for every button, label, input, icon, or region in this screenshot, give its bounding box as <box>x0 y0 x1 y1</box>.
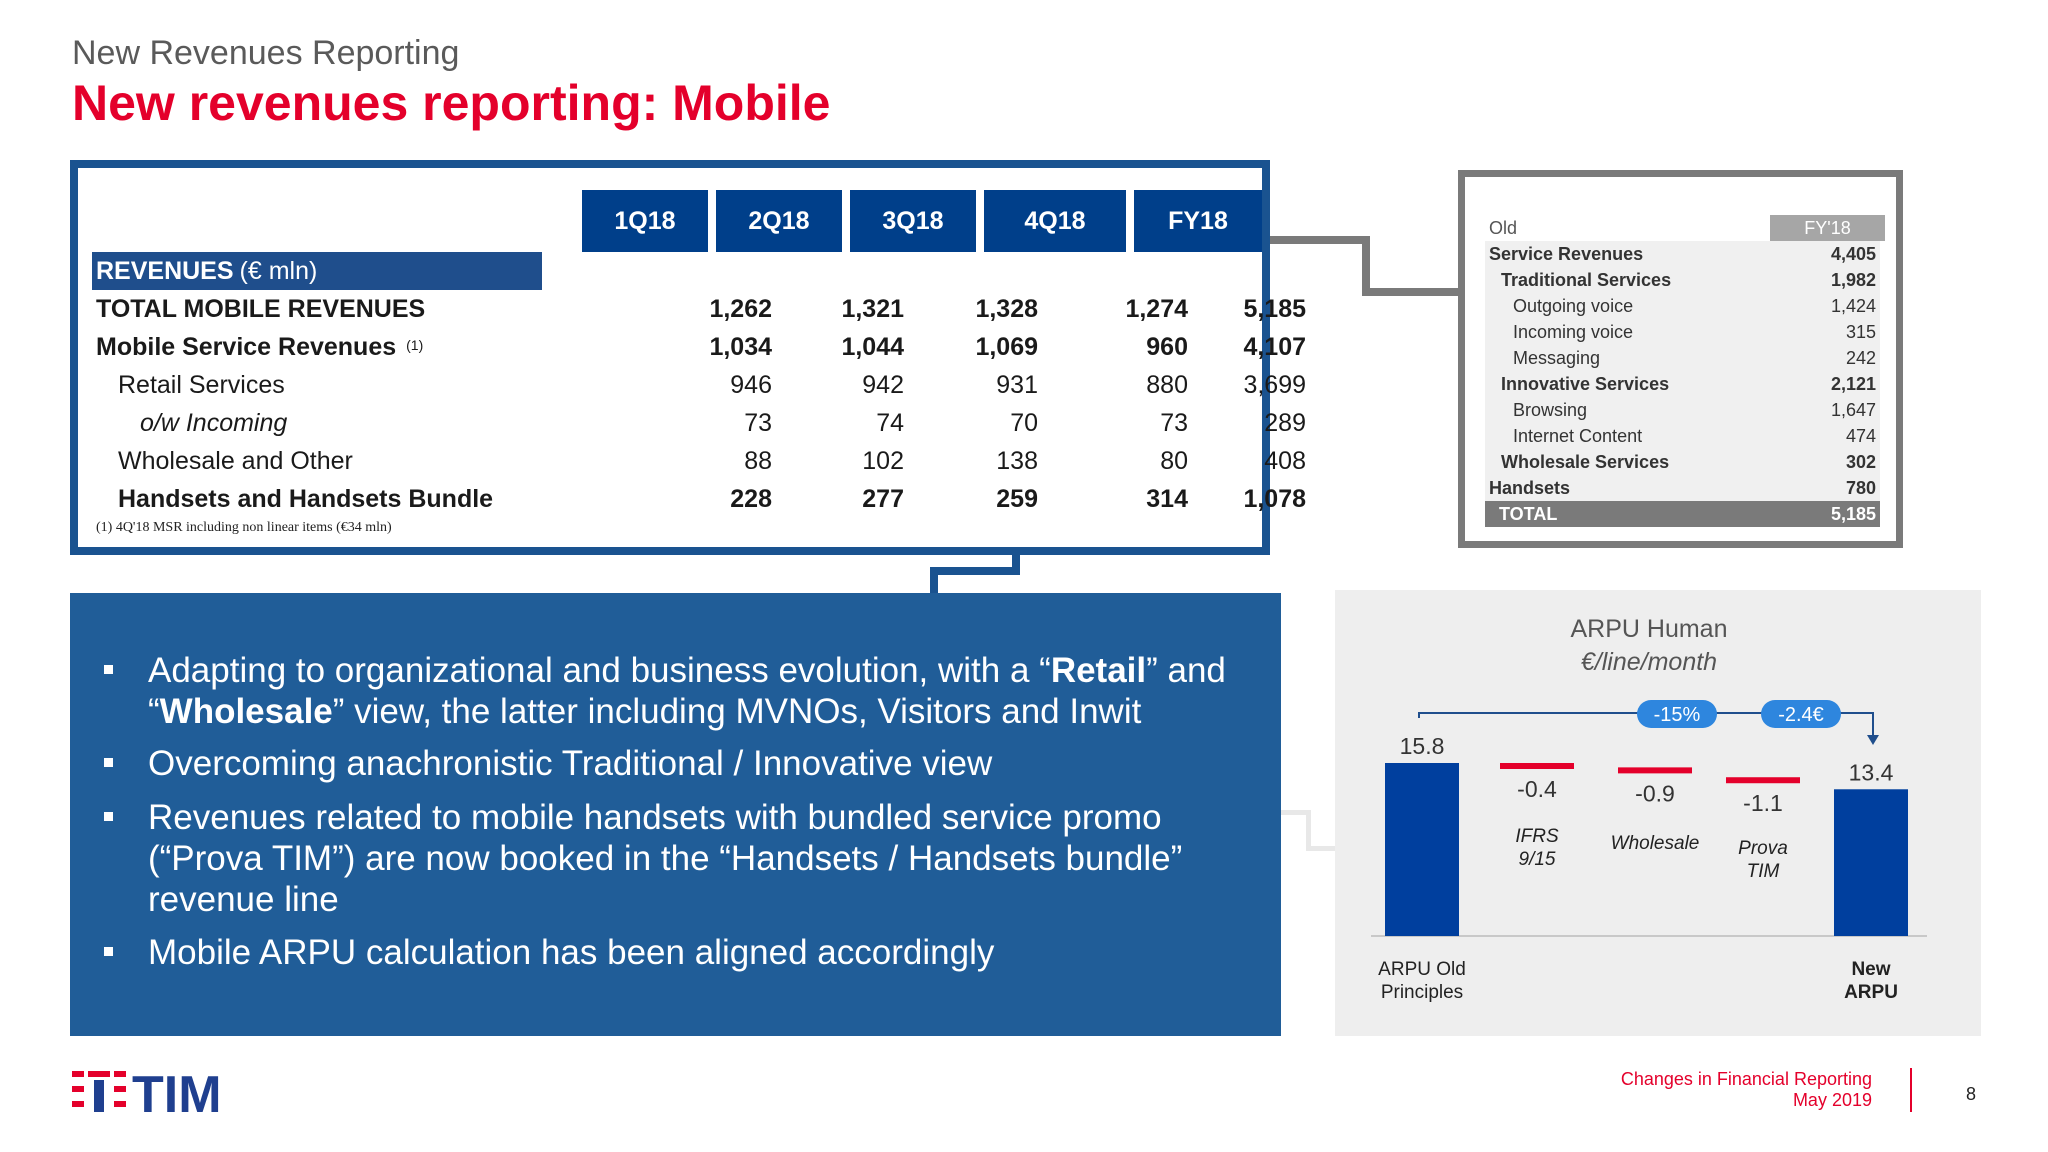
bar-ifrs <box>1500 763 1574 769</box>
category-label: IFRS <box>1515 826 1559 847</box>
badge-delta-label: -2.4€ <box>1778 704 1824 726</box>
cell: 88 <box>744 447 772 475</box>
table-row: Browsing 1,647 <box>1485 397 1880 423</box>
revenues-unit: (€ mln) <box>239 256 318 285</box>
chart-title: ARPU Human <box>1570 615 1728 643</box>
cell: 138 <box>996 447 1038 475</box>
bar-new-arpu <box>1834 789 1908 936</box>
cell: 277 <box>862 485 904 513</box>
table-row: Traditional Services 1,982 <box>1485 267 1880 293</box>
footnote-marker: (1) <box>406 337 424 353</box>
col-header-fy18: FY18 <box>1134 190 1262 252</box>
cell: 1,034 <box>709 333 772 361</box>
col-header-4q18: 4Q18 <box>984 190 1126 252</box>
revenues-table <box>70 160 1306 555</box>
cell: 1,321 <box>841 295 904 323</box>
cell: 946 <box>730 371 772 399</box>
category-label: ARPU Old <box>1378 959 1466 980</box>
connector-line <box>1362 236 1370 296</box>
cell: 102 <box>862 447 904 475</box>
row-label: o/w Incoming <box>140 409 288 437</box>
footer-divider <box>1910 1068 1912 1112</box>
chart-subtitle: €/line/month <box>1580 648 1718 676</box>
cell: 880 <box>1146 371 1188 399</box>
bar-arpu-old <box>1385 763 1459 936</box>
table-row <box>78 442 1306 480</box>
table-row <box>78 290 1306 328</box>
category-label: 9/15 <box>1518 849 1556 870</box>
connector-line <box>1306 846 1335 851</box>
col-header-3q18: 3Q18 <box>850 190 976 252</box>
table-row: Internet Content 474 <box>1485 423 1880 449</box>
arpu-chart-panel <box>1335 590 1981 1036</box>
connector-line <box>1362 288 1458 296</box>
data-label: 15.8 <box>1399 733 1445 759</box>
row-label: Retail Services <box>118 371 285 399</box>
category-label: New <box>1851 959 1891 980</box>
category-label: Wholesale <box>1610 833 1700 854</box>
cell: 3,699 <box>1243 371 1306 399</box>
bullet-item: Overcoming anachronistic Traditional / Innovative view <box>148 743 1258 784</box>
cell: 70 <box>1010 409 1038 437</box>
col-header-1q18: 1Q18 <box>582 190 708 252</box>
cell: 228 <box>730 485 772 513</box>
cell: 1,328 <box>975 295 1038 323</box>
arpu-waterfall-chart <box>1335 590 1981 1036</box>
row-label: TOTAL MOBILE REVENUES <box>96 295 426 323</box>
cell: 259 <box>996 485 1038 513</box>
cell: 4,107 <box>1243 333 1306 361</box>
table-row <box>78 328 1306 366</box>
old-table-column-header: FY'18 <box>1770 215 1885 241</box>
cell: 408 <box>1264 447 1306 475</box>
category-label: TIM <box>1746 861 1780 882</box>
cell: 80 <box>1160 447 1188 475</box>
table-row: TOTAL 5,185 <box>1485 501 1880 527</box>
table-row: Outgoing voice 1,424 <box>1485 293 1880 319</box>
page-title: New revenues reporting: Mobile <box>72 75 831 131</box>
old-table-title: Old <box>1489 218 1518 238</box>
category-label: Prova <box>1738 838 1788 859</box>
cell: 1,078 <box>1243 485 1306 513</box>
revenues-header <box>92 252 542 290</box>
cell: 1,069 <box>975 333 1038 361</box>
table-row: Incoming voice 315 <box>1485 319 1880 345</box>
data-label: -1.1 <box>1743 790 1783 817</box>
table-row <box>78 366 1306 404</box>
table-row: Messaging 242 <box>1485 345 1880 371</box>
data-label: -0.4 <box>1517 776 1557 802</box>
revenues-label: REVENUES <box>96 256 234 285</box>
badge-percent-label: -15% <box>1653 704 1701 726</box>
data-label: -0.9 <box>1635 780 1675 807</box>
table-row: Handsets 780 <box>1485 475 1880 501</box>
row-label: Mobile Service Revenues $^{(1)}$ <box>96 333 424 361</box>
table-row: Innovative Services 2,121 <box>1485 371 1880 397</box>
cell: 1,262 <box>709 295 772 323</box>
cell: 1,274 <box>1125 295 1188 323</box>
cell: 74 <box>876 409 904 437</box>
cell: 73 <box>1160 409 1188 437</box>
row-label: Wholesale and Other <box>118 447 353 475</box>
connector-line <box>1306 810 1311 850</box>
cell: 1,044 <box>841 333 904 361</box>
old-revenues-table <box>1458 170 1903 548</box>
bullet-item: Revenues related to mobile handsets with bundled service promo (“Prova TIM”) are now booked in the “Handsets / Handsets bundle” revenue line <box>148 797 1248 920</box>
cell: 931 <box>996 371 1038 399</box>
cell: 289 <box>1264 409 1306 437</box>
category-label: ARPU <box>1844 982 1898 1003</box>
table-row: Service Revenues 4,405 <box>1485 241 1880 267</box>
bullet-item: Mobile ARPU calculation has been aligned accordingly <box>148 932 1258 973</box>
table-row <box>78 480 1306 518</box>
bar-wholesale <box>1618 767 1692 773</box>
cell: 942 <box>862 371 904 399</box>
connector-line <box>1270 236 1370 244</box>
connector-line <box>930 567 1020 575</box>
cell: 960 <box>1146 333 1188 361</box>
cell: 73 <box>744 409 772 437</box>
category-label: Principles <box>1380 982 1464 1003</box>
cell: 314 <box>1146 485 1188 513</box>
table-row <box>78 404 1306 442</box>
tim-logo <box>72 1068 247 1116</box>
footer-caption: Changes in Financial Reporting May 2019 <box>1620 1069 1872 1110</box>
row-label: Handsets and Handsets Bundle <box>118 485 494 513</box>
col-header-2q18: 2Q18 <box>716 190 842 252</box>
bracket-arrow <box>1867 735 1879 745</box>
bullet-item: Adapting to organizational and business evolution, with a “Retail” and “Wholesale” view, the latter including MVNOs, Visitors and Inwit <box>148 650 1258 732</box>
bullets-panel <box>70 593 1281 1036</box>
connector-line <box>930 567 938 593</box>
bar-prova-tim <box>1726 777 1800 783</box>
table-row: Wholesale Services 302 <box>1485 449 1880 475</box>
page-number: 8 <box>1966 1084 1977 1104</box>
data-label: 13.4 <box>1848 759 1894 786</box>
table-footnote: (1) 4Q'18 MSR including non linear items (€34 mln) <box>96 520 392 535</box>
section-subtitle: New Revenues Reporting <box>72 34 460 72</box>
cell: 5,185 <box>1243 295 1306 323</box>
tim-logo-text: TIM <box>132 1068 222 1116</box>
